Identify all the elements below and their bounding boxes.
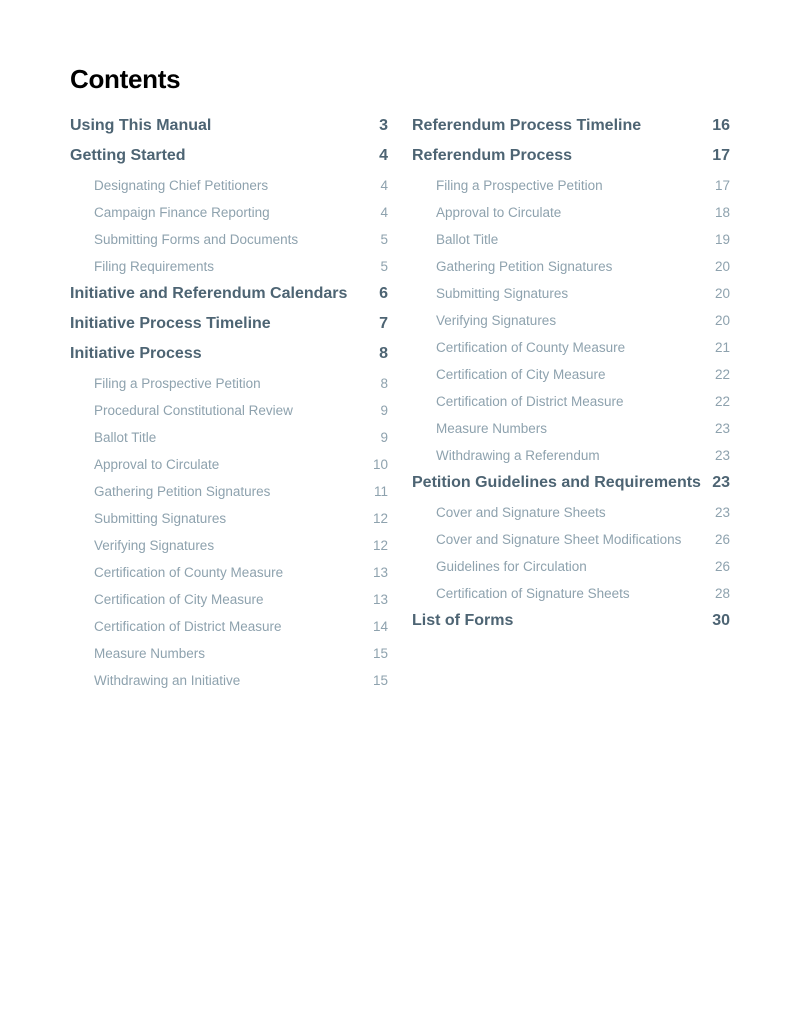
toc-entry-label: Measure Numbers <box>94 646 206 661</box>
toc-entry-page-number: 4 <box>380 178 388 193</box>
toc-entry-page-number: 30 <box>712 612 730 629</box>
toc-entry-label: List of Forms <box>412 612 514 629</box>
toc-entry-page-number: 15 <box>372 646 388 661</box>
toc-entry-label: Certification of County Measure <box>94 565 284 580</box>
toc-entry-label: Campaign Finance Reporting <box>94 205 270 220</box>
toc-entry-page-number: 11 <box>373 484 388 499</box>
toc-section-entry[interactable] <box>412 469 730 499</box>
toc-entry-label: Filing a Prospective Petition <box>436 178 603 193</box>
toc-entry-label: Referendum Process Timeline <box>412 117 642 134</box>
toc-entry-page-number: 14 <box>372 619 388 634</box>
toc-entry-page-number: 17 <box>712 147 730 164</box>
toc-subsection-entry[interactable] <box>412 442 730 469</box>
toc-entry-page-number: 4 <box>380 205 388 220</box>
toc-entry-page-number: 28 <box>714 586 730 601</box>
toc-subsection-entry[interactable] <box>412 226 730 253</box>
toc-subsection-entry[interactable] <box>70 253 388 280</box>
toc-subsection-entry[interactable] <box>70 478 388 505</box>
toc-entry-label: Certification of City Measure <box>94 592 264 607</box>
toc-entry-page-number: 20 <box>714 286 730 301</box>
toc-entry-label: Initiative Process Timeline <box>70 315 271 332</box>
toc-section-entry[interactable] <box>412 112 730 142</box>
toc-entry-page-number: 17 <box>714 178 730 193</box>
toc-entry-label: Certification of District Measure <box>94 619 282 634</box>
toc-entry-label: Using This Manual <box>70 117 212 134</box>
toc-entry-page-number: 3 <box>379 117 388 134</box>
toc-entry-label: Approval to Circulate <box>436 205 562 220</box>
toc-subsection-entry[interactable] <box>70 559 388 586</box>
toc-entry-label: Petition Guidelines and Requirements <box>412 474 701 491</box>
toc-entry-label: Initiative Process <box>70 345 202 362</box>
toc-section-entry[interactable] <box>70 142 388 172</box>
toc-subsection-entry[interactable] <box>412 580 730 607</box>
toc-entry-page-number: 7 <box>379 315 388 332</box>
toc-entry-label: Guidelines for Circulation <box>436 559 587 574</box>
toc-section-entry[interactable] <box>412 607 730 637</box>
toc-entry-label: Certification of County Measure <box>436 340 626 355</box>
toc-entry-page-number: 6 <box>379 285 388 302</box>
toc-entry-page-number: 23 <box>714 448 730 463</box>
toc-entry-label: Getting Started <box>70 147 186 164</box>
toc-entry-label: Submitting Signatures <box>436 286 569 301</box>
toc-entry-label: Filing Requirements <box>94 259 215 274</box>
toc-section-entry[interactable] <box>70 280 388 310</box>
toc-entry-label: Initiative and Referendum Calendars <box>70 285 348 302</box>
toc-subsection-entry[interactable] <box>412 388 730 415</box>
toc-subsection-entry[interactable] <box>70 505 388 532</box>
toc-entry-page-number: 26 <box>714 559 730 574</box>
toc-entry-label: Submitting Signatures <box>94 511 227 526</box>
toc-subsection-entry[interactable] <box>412 499 730 526</box>
toc-entry-label: Certification of Signature Sheets <box>436 586 630 601</box>
toc-entry-page-number: 8 <box>379 345 388 362</box>
toc-subsection-entry[interactable] <box>412 415 730 442</box>
toc-entry-page-number: 16 <box>712 117 730 134</box>
toc-entry-page-number: 22 <box>714 394 730 409</box>
toc-entry-page-number: 21 <box>714 340 730 355</box>
toc-subsection-entry[interactable] <box>412 553 730 580</box>
toc-entry-page-number: 23 <box>714 505 730 520</box>
toc-entry-label: Certification of District Measure <box>436 394 624 409</box>
toc-subsection-entry[interactable] <box>412 199 730 226</box>
toc-entry-page-number: 12 <box>372 511 388 526</box>
toc-entry-page-number: 15 <box>372 673 388 688</box>
toc-subsection-entry[interactable] <box>412 253 730 280</box>
toc-section-entry[interactable] <box>70 112 388 142</box>
toc-entry-label: Filing a Prospective Petition <box>94 376 261 391</box>
toc-subsection-entry[interactable] <box>70 199 388 226</box>
toc-subsection-entry[interactable] <box>70 667 388 694</box>
toc-entry-page-number: 19 <box>714 232 730 247</box>
toc-entry-label: Withdrawing an Initiative <box>94 673 241 688</box>
toc-column-right <box>412 112 730 637</box>
toc-subsection-entry[interactable] <box>70 640 388 667</box>
toc-entry-label: Submitting Forms and Documents <box>94 232 299 247</box>
toc-entry-page-number: 4 <box>379 147 388 164</box>
toc-entry-page-number: 23 <box>712 474 730 491</box>
toc-entry-page-number: 18 <box>714 205 730 220</box>
toc-section-entry[interactable] <box>412 142 730 172</box>
toc-subsection-entry[interactable] <box>70 586 388 613</box>
toc-entry-page-number: 12 <box>372 538 388 553</box>
toc-entry-label: Cover and Signature Sheets <box>436 505 606 520</box>
toc-entry-label: Gathering Petition Signatures <box>436 259 613 274</box>
toc-subsection-entry[interactable] <box>412 361 730 388</box>
toc-entry-page-number: 9 <box>380 403 388 418</box>
toc-subsection-entry[interactable] <box>70 226 388 253</box>
toc-entry-page-number: 5 <box>380 259 388 274</box>
page-title: Contents <box>70 64 181 94</box>
toc-subsection-entry[interactable] <box>70 451 388 478</box>
toc-subsection-entry[interactable] <box>412 307 730 334</box>
toc-entry-page-number: 20 <box>714 313 730 328</box>
toc-entry-label: Approval to Circulate <box>94 457 220 472</box>
toc-subsection-entry[interactable] <box>70 613 388 640</box>
toc-entry-page-number: 22 <box>714 367 730 382</box>
toc-section-entry[interactable] <box>70 340 388 370</box>
toc-entry-page-number: 26 <box>714 532 730 547</box>
toc-entry-label: Referendum Process <box>412 147 573 164</box>
toc-subsection-entry[interactable] <box>412 280 730 307</box>
toc-entry-label: Procedural Constitutional Review <box>94 403 293 418</box>
toc-entry-label: Cover and Signature Sheet Modifications <box>436 532 682 547</box>
toc-entry-label: Verifying Signatures <box>436 313 557 328</box>
toc-subsection-entry[interactable] <box>412 172 730 199</box>
toc-entry-label: Measure Numbers <box>436 421 548 436</box>
toc-entry-label: Verifying Signatures <box>94 538 215 553</box>
toc-subsection-entry[interactable] <box>70 172 388 199</box>
toc-entry-label: Ballot Title <box>436 232 499 247</box>
toc-entry-page-number: 13 <box>372 565 388 580</box>
toc-subsection-entry[interactable] <box>70 532 388 559</box>
toc-subsection-entry[interactable] <box>412 526 730 553</box>
toc-section-entry[interactable] <box>70 310 388 340</box>
toc-entry-label: Designating Chief Petitioners <box>94 178 269 193</box>
toc-subsection-entry[interactable] <box>70 424 388 451</box>
toc-entry-page-number: 9 <box>380 430 388 445</box>
toc-entry-label: Gathering Petition Signatures <box>94 484 271 499</box>
toc-entry-label: Certification of City Measure <box>436 367 606 382</box>
toc-entry-page-number: 5 <box>380 232 388 247</box>
toc-subsection-entry[interactable] <box>70 397 388 424</box>
toc-entry-page-number: 8 <box>380 376 388 391</box>
toc-entry-label: Ballot Title <box>94 430 157 445</box>
toc-subsection-entry[interactable] <box>412 334 730 361</box>
toc-column-left <box>70 112 388 694</box>
toc-entry-page-number: 13 <box>372 592 388 607</box>
toc-entry-page-number: 10 <box>372 457 388 472</box>
toc-entry-label: Withdrawing a Referendum <box>436 448 600 463</box>
toc-entry-page-number: 20 <box>714 259 730 274</box>
toc-entry-page-number: 23 <box>714 421 730 436</box>
toc-subsection-entry[interactable] <box>70 370 388 397</box>
